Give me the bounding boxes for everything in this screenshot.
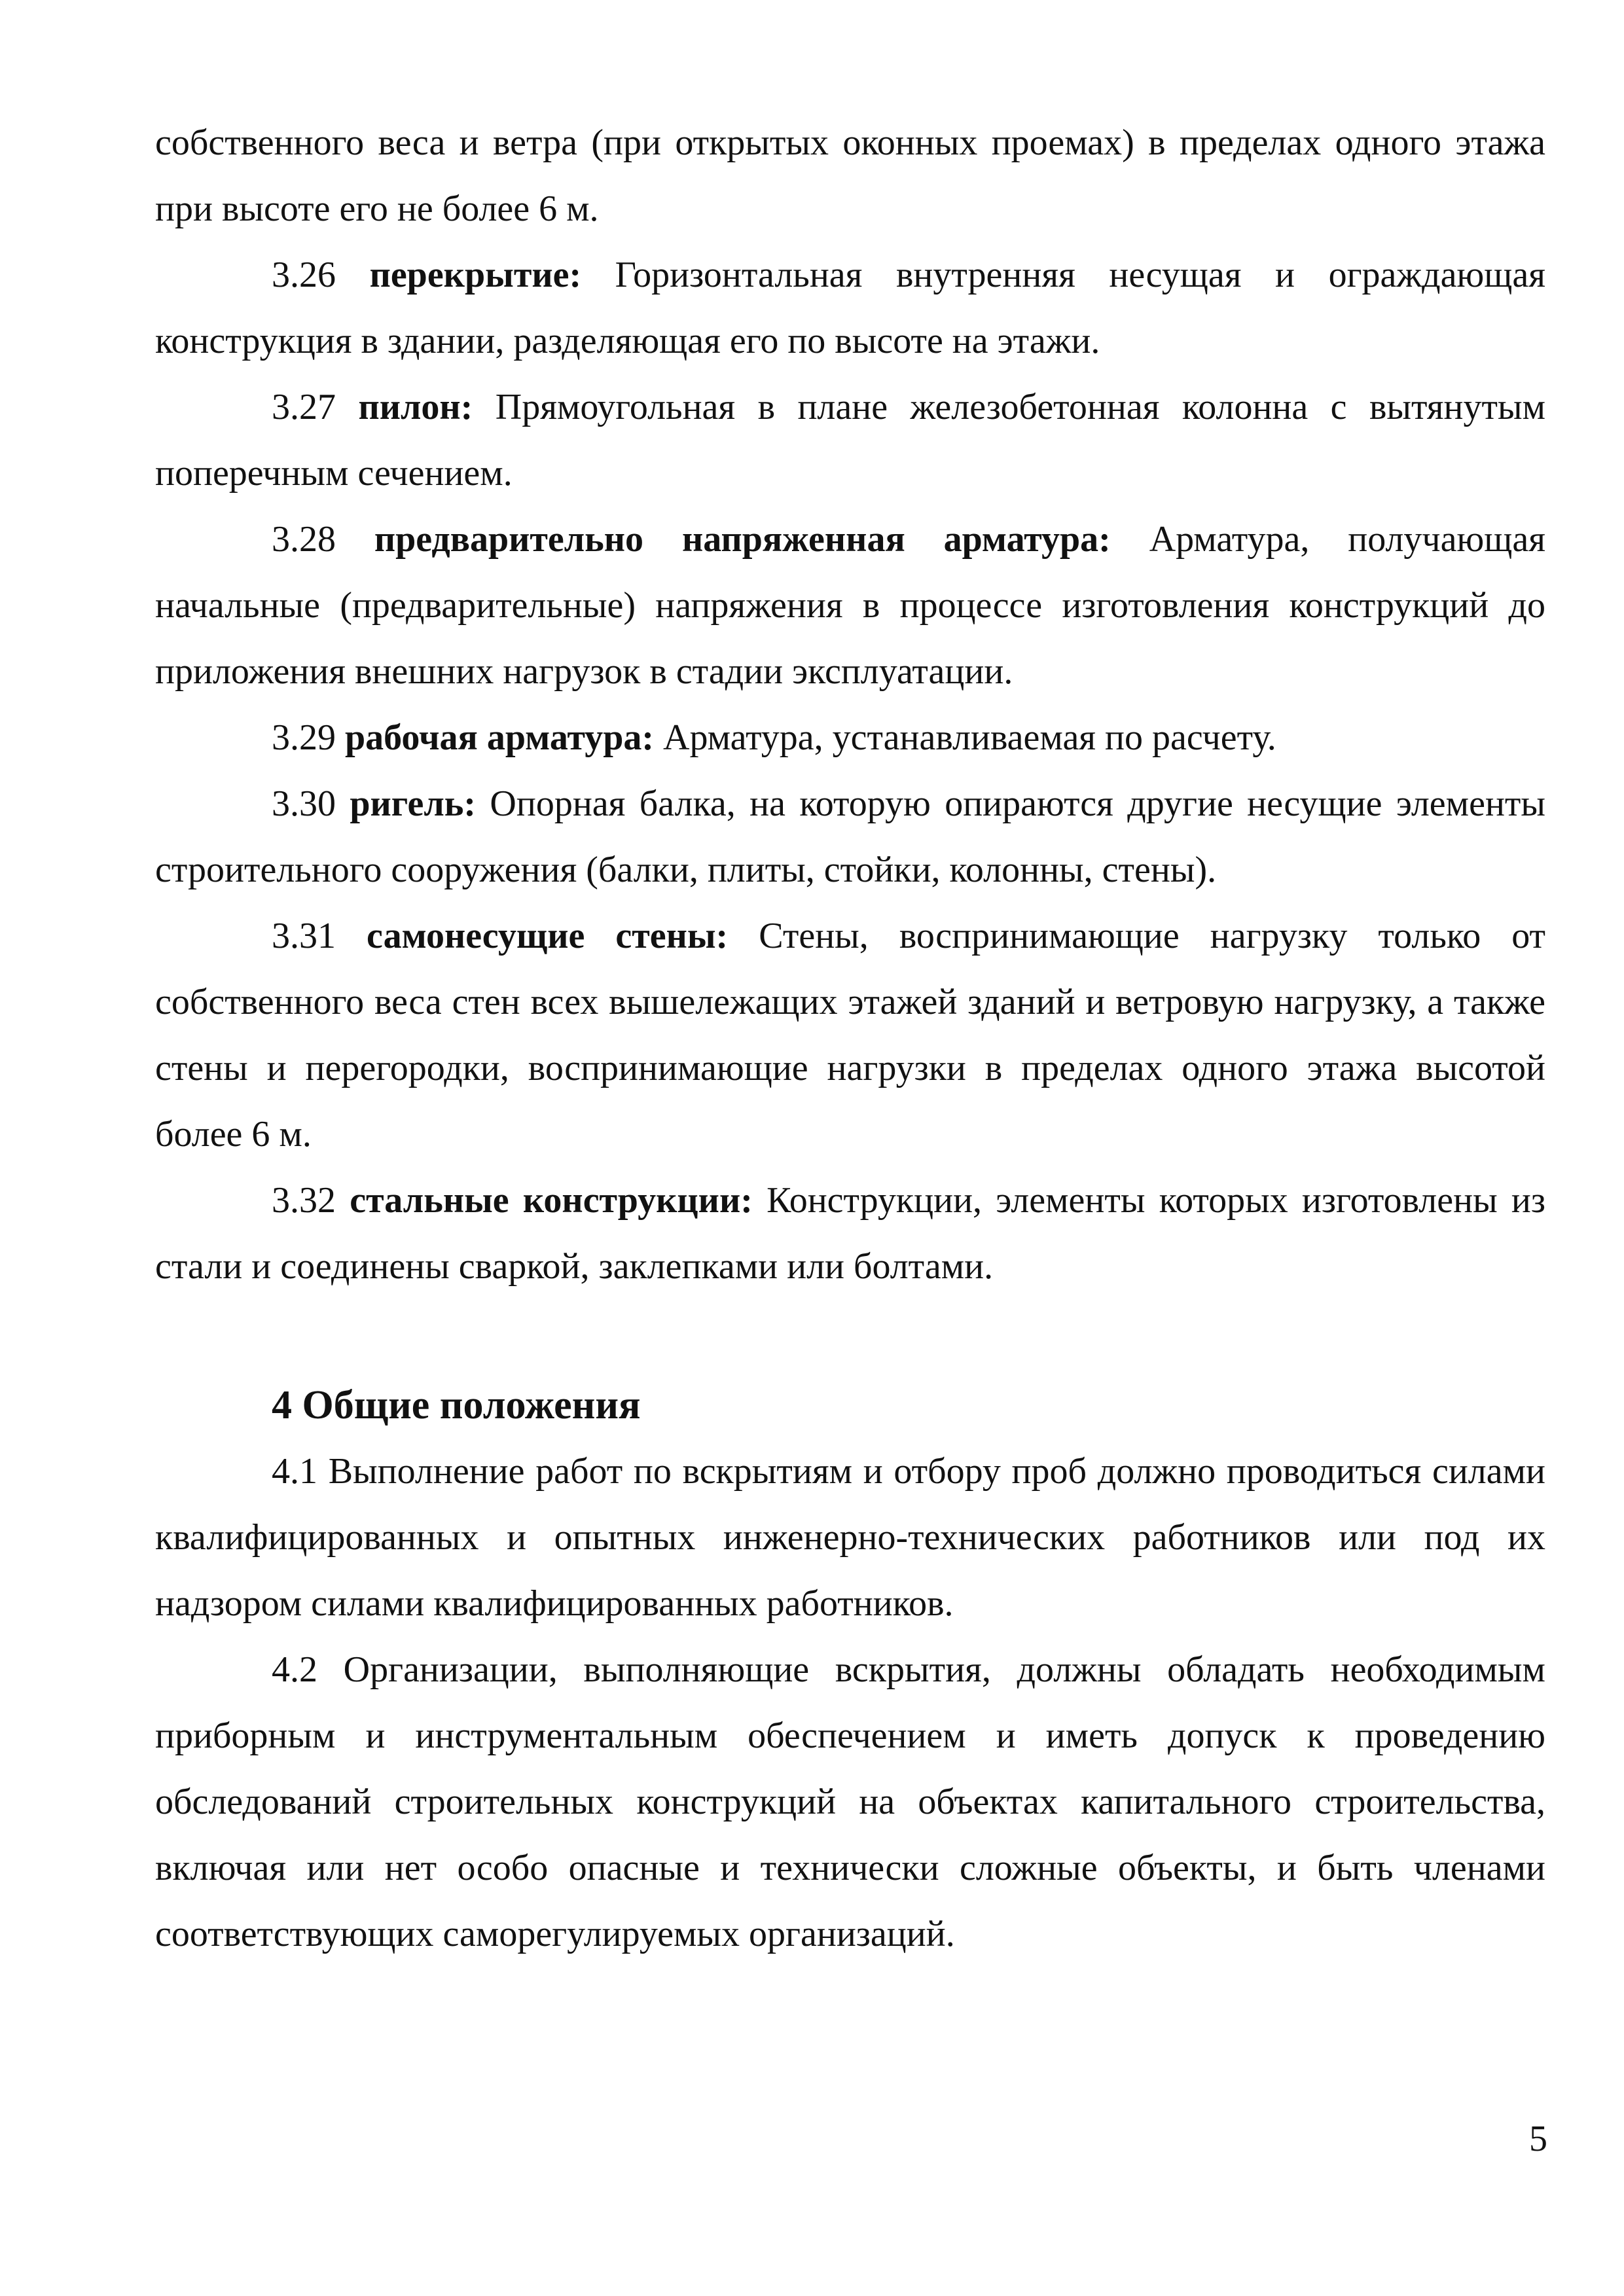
definition-3-26 <box>155 242 1545 374</box>
definition-3-32 <box>155 1168 1545 1300</box>
definition-text: Горизонтальная внутренняя несущая и ограждающая конструкция в здании, разделяющая его по высоте на этажи. <box>155 255 1545 361</box>
definition-text: Арматура, получающая начальные (предварительные) напряжения в процессе изготовления конструкций до приложения внешних нагрузок в стадии эксплуатации. <box>155 519 1545 692</box>
section-paragraph-4-2 <box>155 1637 1545 1967</box>
definition-text: Стены, воспринимающие нагрузку только от собственного веса стен всех вышележащих этажей зданий и ветровую нагрузку, а также стены и перегородки, воспринимающие нагрузки в пределах одного этажа высотой более 6 м. <box>155 916 1546 1155</box>
definition-term: стальные конструкции: <box>350 1180 753 1221</box>
definition-3-30 <box>155 771 1545 903</box>
definition-term: предварительно напряженная арматура: <box>374 519 1111 560</box>
definition-number: 3.31 <box>272 916 336 956</box>
definition-term: пилон: <box>358 387 473 427</box>
intro-paragraph-text: собственного веса и ветра (при открытых оконных проемах) в пределах одного этажа при высоте его не более 6 м. <box>155 122 1545 229</box>
definition-3-28 <box>155 507 1545 705</box>
section-paragraph-text: 4.1 Выполнение работ по вскрытиям и отбору проб должно проводиться силами квалифицированных и опытных инженерно-технических работников или под их надзором силами квалифицированных работников. <box>155 1451 1545 1624</box>
page-number: 5 <box>1529 2119 1547 2159</box>
section-paragraph-text: 4.2 Организации, выполняющие вскрытия, должны обладать необходимым приборным и инструментальным обеспечением и иметь допуск к проведению обследований строительных конструкций на объектах капитального строительства, включая или нет особо опасные и технически сложные объекты, и быть членами соответствующих саморегулируемых организаций. <box>155 1649 1545 1954</box>
definition-3-27 <box>155 374 1545 507</box>
definition-number: 3.26 <box>272 255 336 295</box>
definition-term: рабочая арматура: <box>345 717 655 758</box>
section-heading: 4 Общие положения <box>272 1383 641 1427</box>
definition-text: Прямоугольная в плане железобетонная колонна с вытянутым поперечным сечением. <box>155 387 1546 493</box>
section-paragraph-4-1 <box>155 1439 1545 1637</box>
definition-text: Конструкции, элементы которых изготовлены из стали и соединены сваркой, заклепками или болтами. <box>155 1180 1546 1287</box>
definition-number: 3.27 <box>272 387 336 427</box>
definition-number: 3.29 <box>272 717 336 758</box>
page-content <box>155 110 1545 1967</box>
definition-term: перекрытие: <box>369 255 582 295</box>
definition-3-29 <box>155 705 1545 771</box>
definition-text: Арматура, устанавливаемая по расчету. <box>663 717 1276 758</box>
definition-number: 3.30 <box>272 783 336 824</box>
definition-3-31 <box>155 903 1545 1168</box>
intro-paragraph <box>155 110 1545 242</box>
definition-text: Опорная балка, на которую опираются другие несущие элементы строительного сооружения (балки, плиты, стойки, колонны, стены). <box>155 783 1546 890</box>
definition-term: самонесущие стены: <box>367 916 729 956</box>
definition-number: 3.28 <box>272 519 336 560</box>
definition-number: 3.32 <box>272 1180 336 1221</box>
definition-term: ригель: <box>350 783 477 824</box>
